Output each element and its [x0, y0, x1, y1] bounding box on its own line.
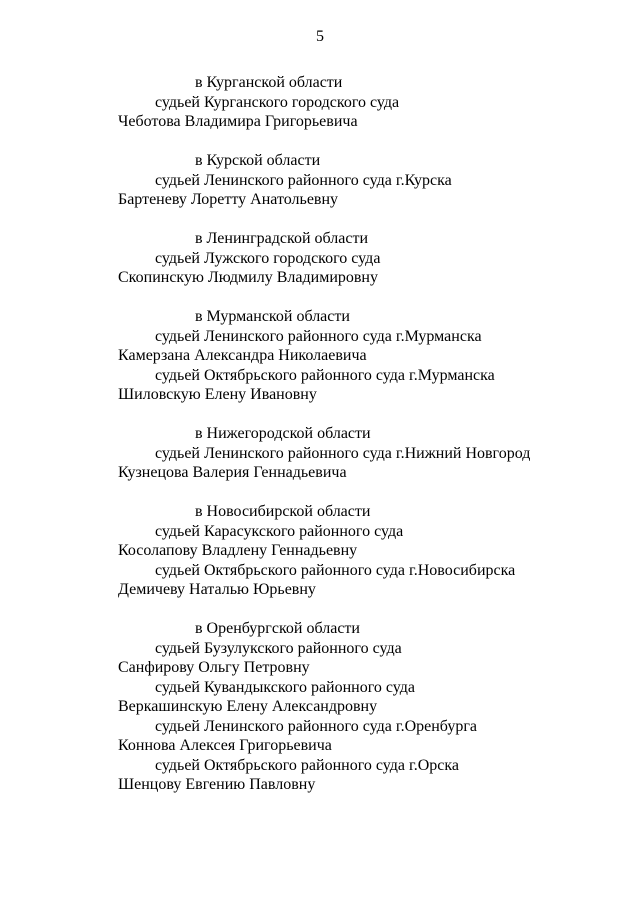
document-body — [0, 73, 640, 814]
region-leningrad — [0, 229, 640, 288]
region-murmansk — [0, 307, 640, 405]
judge-name: Кузнецова Валерия Геннадьевича — [118, 464, 347, 481]
judge-name: Коннова Алексея Григорьевича — [118, 737, 332, 754]
court-line: судьей Бузулукского районного суда — [155, 639, 402, 657]
court-line: судьей Ленинского районного суда г.Курска — [155, 171, 452, 189]
court-line: судьей Лужского городского суда — [155, 249, 381, 267]
region-heading: в Новосибирской области — [195, 503, 371, 520]
court-line: судьей Октябрьского районного суда г.Новосибирска — [155, 561, 516, 579]
court-line: судьей Октябрьского районного суда г.Мурманска — [155, 366, 495, 384]
region-heading: в Оренбургской области — [195, 620, 360, 637]
judge-name: Камерзана Александра Николаевича — [118, 347, 367, 364]
court-line: судьей Курганского городского суда — [155, 93, 400, 111]
judge-name: Санфирову Ольгу Петровну — [118, 659, 310, 676]
region-nizhny-novgorod — [0, 424, 640, 483]
judge-name: Бартеневу Лоретту Анатольевну — [118, 191, 339, 208]
region-heading: в Мурманской области — [195, 308, 350, 325]
court-line: судьей Октябрьского районного суда г.Орска — [155, 756, 460, 774]
region-heading: в Нижегородской области — [195, 425, 371, 442]
judge-name: Чеботова Владимира Григорьевича — [118, 113, 358, 130]
court-line: судьей Ленинского районного суда г.Нижний Новгород — [155, 444, 531, 462]
region-heading: в Ленинградской области — [195, 230, 368, 247]
court-line: судьей Карасукского районного суда — [155, 522, 404, 540]
judge-name: Веркашинскую Елену Александровну — [118, 698, 378, 715]
region-heading: в Курганской области — [195, 74, 343, 91]
region-heading: в Курской области — [195, 152, 321, 169]
judge-name: Шиловскую Елену Ивановну — [118, 386, 317, 403]
court-line: судьей Ленинского районного суда г.Оренбурга — [155, 717, 477, 735]
region-orenburg — [0, 619, 640, 795]
judge-name: Скопинскую Людмилу Владимировну — [118, 269, 378, 286]
judge-name: Демичеву Наталью Юрьевну — [118, 581, 316, 598]
region-novosibirsk — [0, 502, 640, 600]
court-line: судьей Кувандыкского районного суда — [155, 678, 416, 696]
judge-name: Косолапову Владлену Геннадьевну — [118, 542, 358, 559]
region-kurgan — [0, 73, 640, 132]
court-line: судьей Ленинского районного суда г.Мурманска — [155, 327, 482, 345]
region-kursk — [0, 151, 640, 210]
page-number: 5 — [316, 28, 324, 45]
judge-name: Шенцову Евгению Павловну — [118, 776, 316, 793]
